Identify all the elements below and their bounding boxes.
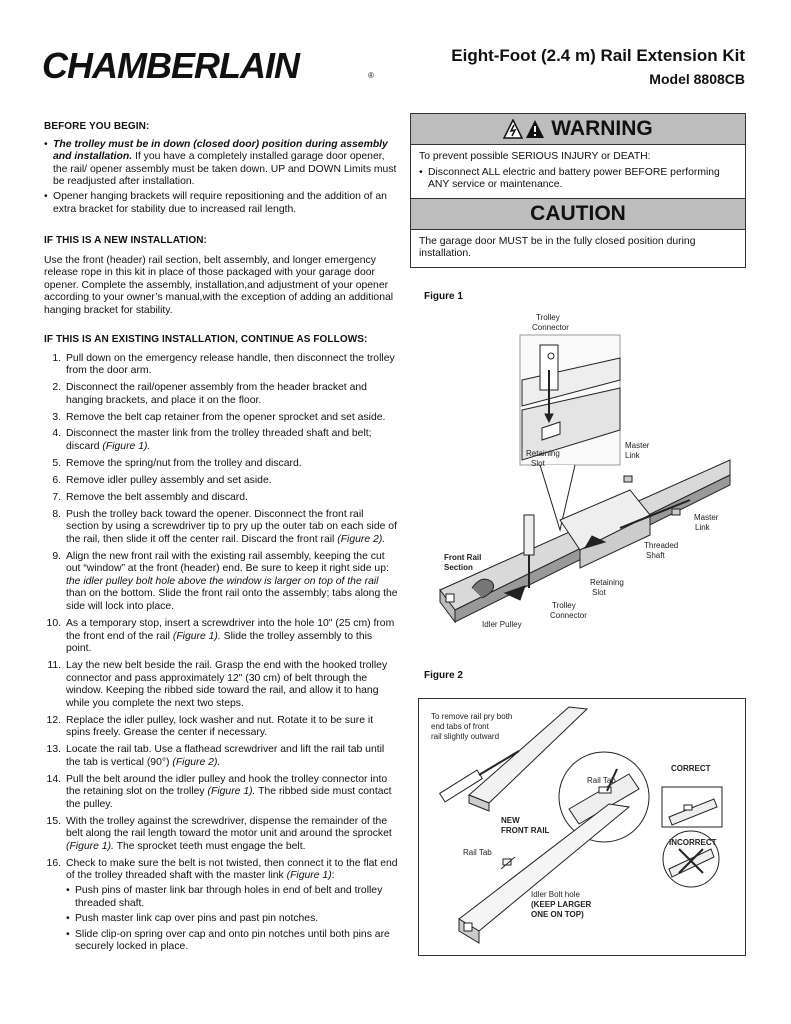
- callout-correct: CORRECT: [671, 764, 711, 773]
- callout-threaded-shaft: Threaded: [644, 541, 679, 550]
- callout-front-rail-section: Front Rail: [444, 553, 482, 562]
- step-item: 7. Remove the belt assembly and discard.: [52, 491, 248, 503]
- warning-bar: [411, 114, 745, 145]
- sub-bullet: • Slide clip-on spring over cap and onto pin notches until both pins are securely locked in place.: [66, 929, 399, 954]
- before-bullet-1-text: If you have a completely installed garage door opener, the rail/ opener assembly must be taken down. UP and DOWN Limits must be readjusted after installation.: [53, 151, 397, 188]
- callout-master-link-a: Master: [625, 441, 650, 450]
- new-installation-section: [44, 235, 399, 318]
- svg-text:FRONT RAIL: FRONT RAIL: [501, 826, 550, 835]
- svg-text:®: ®: [368, 71, 374, 80]
- trolley-inset: [520, 335, 620, 465]
- step-item: 13. Locate the rail tab. Use a flathead screwdriver and lift the rail tab until the tab is vertical (90°) (Figure 2).: [46, 744, 385, 768]
- svg-text:Connector: Connector: [532, 323, 569, 332]
- figure-2-illustration: [419, 699, 745, 955]
- svg-text:Section: Section: [444, 563, 473, 572]
- step-item: 9. Align the new front rail with the existing rail assembly, keeping the cut out “window” at the front (header) end. Be sure to keep it right side up: the idler pulley bolt hole above the window is larger on top of the rail than on the bottom. Slide the front rail onto the assembly; tabs along the side will lock into place.: [52, 550, 398, 613]
- document-title: Eight-Foot (2.4 m) Rail Extension Kit: [451, 46, 745, 65]
- callout-rail-tab-a: Rail Tab: [587, 776, 616, 785]
- existing-heading: IF THIS IS AN EXISTING INSTALLATION, CONTINUE AS FOLLOWS:: [44, 334, 368, 345]
- callout-idler-bolt: Idler Bolt hole: [531, 890, 580, 899]
- step-item: 2. Disconnect the rail/opener assembly from the header bracket and hanging brackets, and place it on the floor.: [52, 382, 367, 406]
- step-item: 14. Pull the belt around the idler pulley and hook the trolley connector into the retaining slot on the trolley (Figure 1). The ribbed side must contact the pulley.: [46, 773, 392, 810]
- warning-text: [411, 145, 745, 198]
- before-bullet-1: [44, 139, 399, 189]
- figure-2-frame: [418, 698, 746, 956]
- step-item: 10. As a temporary stop, insert a screwdriver into the hole 10" (25 cm) from the front end of the rail (Figure 1). Slide the trolley assembly to this point.: [46, 617, 395, 655]
- callout-trolley-connector-top: Trolley: [536, 313, 560, 322]
- svg-text:rail slightly outward: rail slightly outward: [431, 732, 500, 741]
- callout-retaining-slot-left: Retaining: [526, 449, 560, 458]
- svg-text:Slot: Slot: [592, 588, 606, 597]
- step-item: 12. Replace the idler pulley, lock washer and nut. Rotate it to be sure it spins freely. Grease the center if necessary.: [46, 714, 374, 739]
- caution-bar: [411, 198, 745, 230]
- svg-text:ONE ON TOP): ONE ON TOP): [531, 910, 584, 919]
- callout-idler-pulley: Idler Pulley: [482, 620, 522, 629]
- callout-rail-tab-b: Rail Tab: [463, 848, 492, 857]
- caution-text: The garage door MUST be in the fully closed position during installation.: [419, 235, 696, 260]
- brand-wordmark: CHAMBERLAIN: [42, 45, 299, 86]
- svg-text:end tabs of front: end tabs of front: [431, 722, 489, 731]
- figure-1-label: Figure 1: [424, 291, 463, 302]
- callout-retaining-slot-right: Retaining: [590, 578, 624, 587]
- new-install-heading: IF THIS IS A NEW INSTALLATION:: [44, 235, 207, 246]
- callout-trolley-connector-bottom: Trolley: [552, 601, 576, 610]
- warning-bullet: • Disconnect ALL electric and battery power BEFORE performing ANY service or maintenance.: [419, 167, 737, 192]
- step-item: 15. With the trolley against the screwdriver, dispense the remainder of the belt along the rail length toward the motor unit and around the sprocket (Figure 1). The sprocket teeth must engage the belt.: [46, 815, 392, 852]
- svg-text:Link: Link: [695, 523, 710, 532]
- before-bullet-2: • Opener hanging brackets will require repositioning and the addition of an extra bracket for stability due to increased rail length.: [44, 191, 399, 216]
- svg-text:Slot: Slot: [531, 459, 545, 468]
- warning-icon: [503, 119, 547, 139]
- svg-text:Connector: Connector: [550, 611, 587, 620]
- callout-incorrect: INCORRECT: [669, 838, 717, 847]
- new-install-text: Use the front (header) rail section, belt assembly, and longer emergency release rope in this kit in place of those packaged with your garage door opener. Complete the assembly, installation,and adjustment of your opener according to your owner’s manual,with the exception of adding an additional hanging bracket for stability.: [44, 254, 394, 316]
- warning-title: WARNING: [551, 117, 653, 140]
- svg-text:(KEEP LARGER: (KEEP LARGER: [531, 900, 592, 909]
- sub-bullet: • Push pins of master link bar through holes in end of belt and trolley threaded shaft.: [66, 885, 399, 910]
- svg-text:Link: Link: [625, 451, 640, 460]
- chamberlain-logo: [40, 40, 380, 96]
- existing-installation-section: [44, 334, 399, 958]
- step-item: 4. Disconnect the master link from the trolley threaded shaft and belt; discard (Figure 1).: [52, 428, 372, 453]
- callout-pry-note: To remove rail pry both: [431, 712, 513, 721]
- warning-line: To prevent possible SERIOUS INJURY or DEATH:: [419, 151, 651, 162]
- step-item: 11. Lay the new belt beside the rail. Grasp the end with the hooked trolley connector and pass approximately 12" (30 cm) of belt through the window. Keeping the ribbed side toward the rail, and allow it to hang while you complete the next two steps.: [47, 660, 388, 709]
- before-you-begin-section: [44, 121, 399, 216]
- steps-list: [44, 353, 399, 954]
- step-item: 6. Remove idler pulley assembly and set aside.: [52, 474, 272, 486]
- model-number: Model 8808CB: [649, 71, 745, 87]
- callout-new-front-rail: NEW: [501, 816, 520, 825]
- trolley-position-emphasis: The trolley must be in down (closed door) position during assembly and installation.: [53, 138, 388, 163]
- master-link-subbullets: [66, 885, 399, 954]
- sub-bullet: • Push master link cap over pins and past pin notches.: [66, 913, 399, 926]
- caution-title: CAUTION: [530, 201, 626, 225]
- step-item: 8. Push the trolley back toward the opener. Disconnect the front rail section by using a screwdriver tip to pry up the outer tab on each side of the rail, then slide it off the center rail. Discard the front rail (Figure 2).: [52, 508, 397, 545]
- step-item: 16. Check to make sure the belt is not twisted, then connect it to the flat end of the trolley threaded shaft with the master link (Figure 1): • Push pins of master link bar through holes in end of belt and trolley threaded shaft. • Push master link cap over pins and past pin notches. • Slide clip-on spring over cap and onto pin notches until both pins are securely locked in place.: [44, 858, 399, 954]
- figure-1-illustration: [410, 310, 745, 640]
- callout-master-link-b: Master: [694, 513, 719, 522]
- step-item: 5. Remove the spring/nut from the trolley and discard.: [52, 457, 302, 469]
- figure-2-label: Figure 2: [424, 670, 463, 681]
- svg-text:Shaft: Shaft: [646, 551, 665, 560]
- before-heading: BEFORE YOU BEGIN:: [44, 121, 150, 132]
- safety-box: [410, 113, 746, 268]
- step-item: 3. Remove the belt cap retainer from the opener sprocket and set aside.: [52, 411, 386, 423]
- rail-assembly: [440, 460, 730, 622]
- step-item: 1. Pull down on the emergency release handle, then disconnect the trolley from the door arm.: [52, 352, 395, 377]
